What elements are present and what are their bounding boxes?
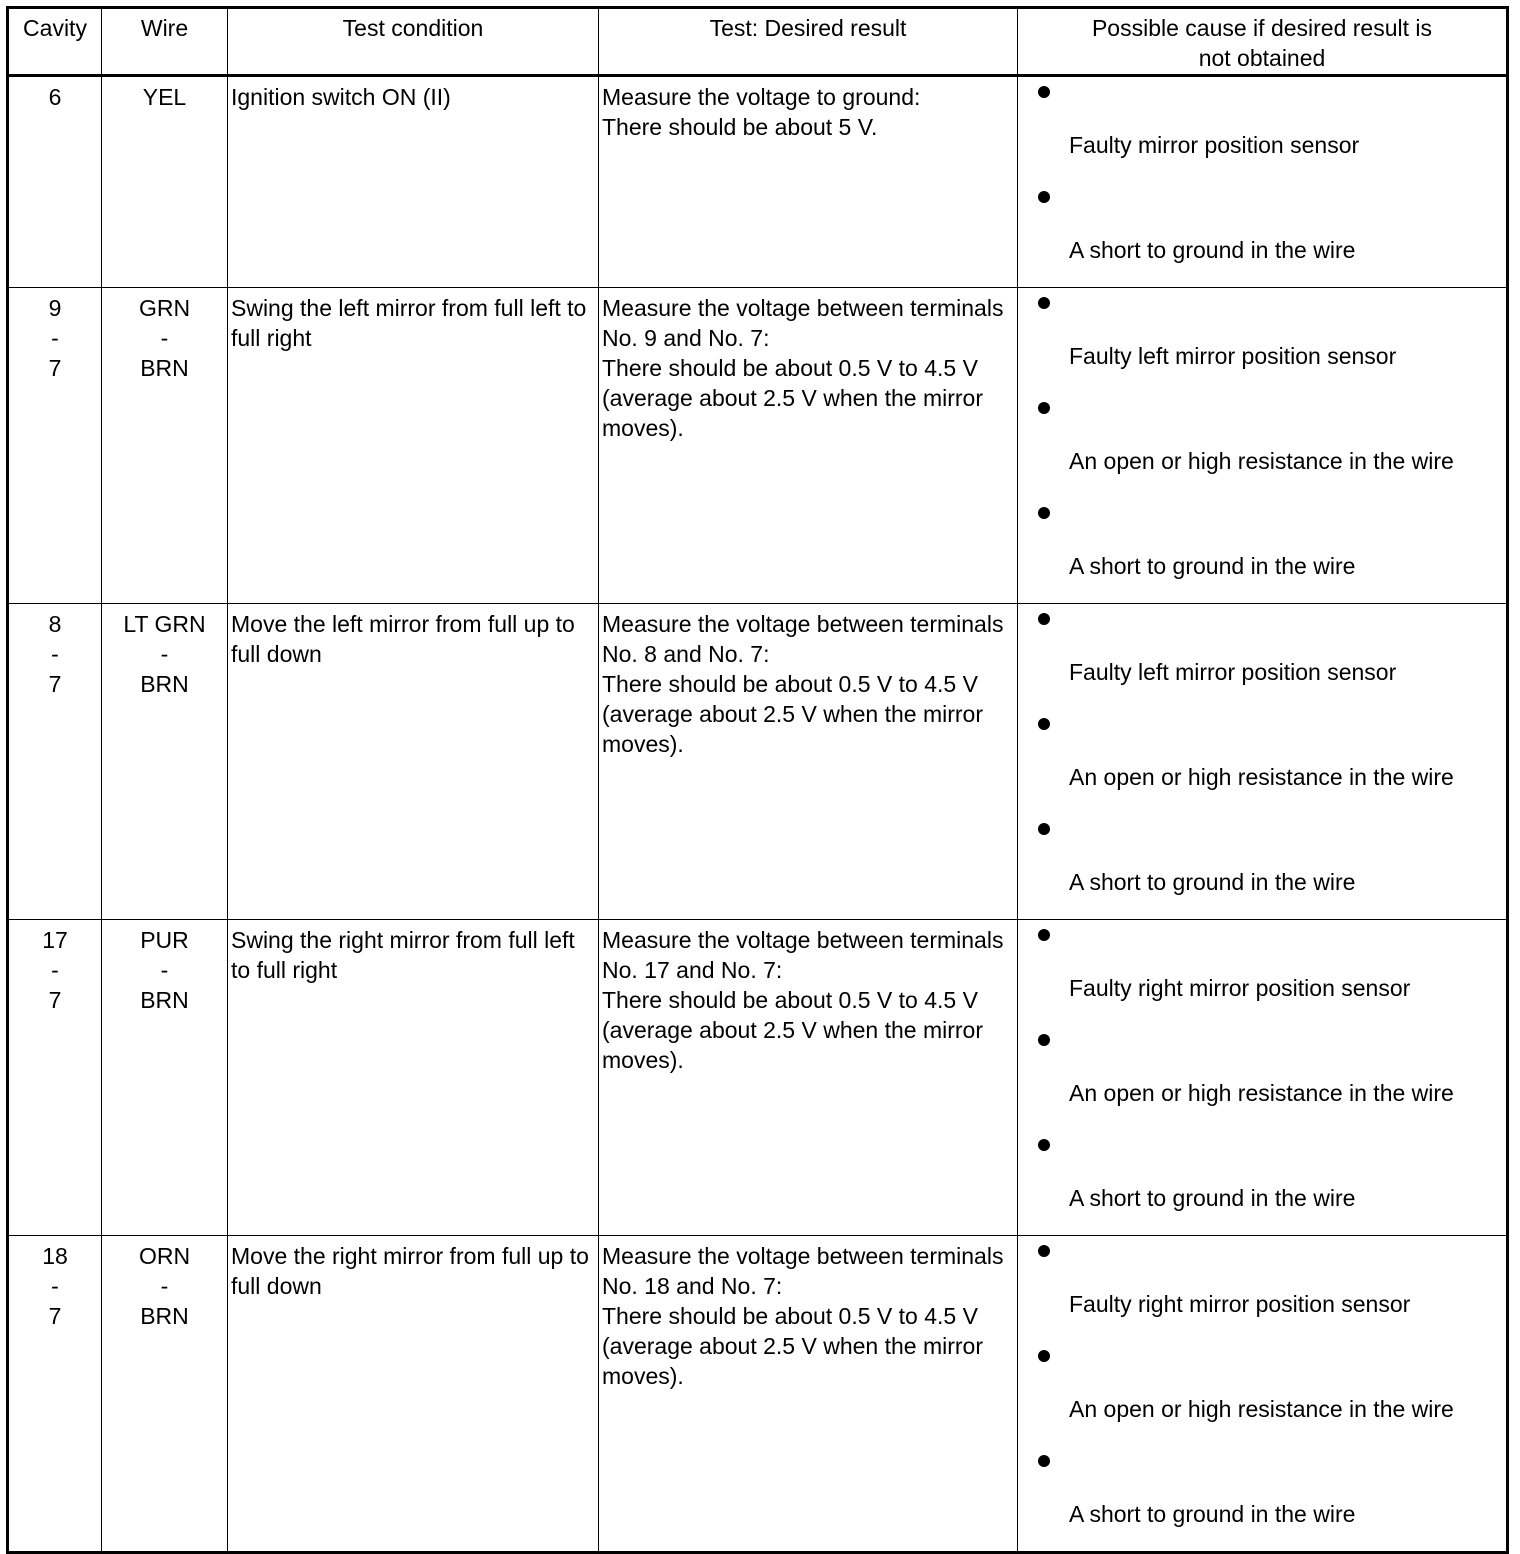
cause-item [1018,182,1503,287]
cause-text: Faulty left mirror position sensor [1069,343,1397,369]
bullet-icon [1038,1034,1050,1046]
cause-list [1018,1236,1503,1551]
bullet-icon [1038,1139,1050,1151]
wire-cell: YEL [102,76,228,288]
cause-list [1018,288,1503,603]
cavity-cell: 8 - 7 [8,604,102,920]
cause-list [1018,920,1503,1235]
cavity-cell: 17 - 7 [8,920,102,1236]
cause-item [1018,1446,1503,1551]
cause-text: Faulty right mirror position sensor [1069,975,1411,1001]
desired-result-cell: Measure the voltage to ground: There should be about 5 V. [599,76,1018,288]
desired-result-cell: Measure the voltage between terminals No. 9 and No. 7: There should be about 0.5 V to 4.5 V (average about 2.5 V when the mirror moves). [599,288,1018,604]
cavity-cell: 6 [8,76,102,288]
cause-list [1018,77,1503,287]
possible-cause-cell [1018,604,1508,920]
test-condition-cell: Move the right mirror from full up to full down [228,1236,599,1553]
cavity-cell: 18 - 7 [8,1236,102,1553]
cause-text: An open or high resistance in the wire [1069,764,1454,790]
test-condition-cell: Swing the left mirror from full left to full right [228,288,599,604]
cause-item [1018,814,1503,919]
cause-item [1018,1341,1503,1446]
cause-text: A short to ground in the wire [1069,869,1356,895]
table-row [8,76,1508,288]
bullet-icon [1038,613,1050,625]
wire-cell: LT GRN - BRN [102,604,228,920]
bullet-icon [1038,191,1050,203]
cavity-cell: 9 - 7 [8,288,102,604]
cause-text: Faulty left mirror position sensor [1069,659,1397,685]
header-row [8,8,1508,76]
wire-cell: GRN - BRN [102,288,228,604]
cause-text: An open or high resistance in the wire [1069,448,1454,474]
bullet-icon [1038,297,1050,309]
cause-item [1018,1130,1503,1235]
cause-item [1018,1025,1503,1130]
header-cavity: Cavity [8,8,102,76]
cause-text: Faulty right mirror position sensor [1069,1291,1411,1317]
cause-text: A short to ground in the wire [1069,553,1356,579]
cause-text: An open or high resistance in the wire [1069,1080,1454,1106]
bullet-icon [1038,507,1050,519]
bullet-icon [1038,929,1050,941]
cause-text: A short to ground in the wire [1069,1501,1356,1527]
bullet-icon [1038,402,1050,414]
cause-text: Faulty mirror position sensor [1069,132,1360,158]
bullet-icon [1038,1245,1050,1257]
header-wire: Wire [102,8,228,76]
test-condition-cell: Move the left mirror from full up to full down [228,604,599,920]
possible-cause-cell [1018,920,1508,1236]
possible-cause-cell [1018,1236,1508,1553]
table-row [8,920,1508,1236]
cause-text: A short to ground in the wire [1069,237,1356,263]
header-test-condition: Test condition [228,8,599,76]
table-row [8,604,1508,920]
cause-item [1018,393,1503,498]
desired-result-cell: Measure the voltage between terminals No. 8 and No. 7: There should be about 0.5 V to 4.5 V (average about 2.5 V when the mirror moves). [599,604,1018,920]
possible-cause-cell [1018,288,1508,604]
cause-item [1018,920,1503,1025]
possible-cause-cell [1018,76,1508,288]
cause-list [1018,604,1503,919]
diagnostic-table [6,6,1509,1554]
table-body [8,76,1508,1553]
desired-result-cell: Measure the voltage between terminals No. 18 and No. 7: There should be about 0.5 V to 4.5 V (average about 2.5 V when the mirror moves). [599,1236,1018,1553]
table-row [8,1236,1508,1553]
header-possible-cause: Possible cause if desired result is not obtained [1018,8,1508,76]
bullet-icon [1038,86,1050,98]
cause-item [1018,604,1503,709]
table-row [8,288,1508,604]
cause-item [1018,498,1503,603]
header-desired-result: Test: Desired result [599,8,1018,76]
bullet-icon [1038,1455,1050,1467]
cause-item [1018,288,1503,393]
bullet-icon [1038,718,1050,730]
test-condition-cell: Swing the right mirror from full left to full right [228,920,599,1236]
bullet-icon [1038,823,1050,835]
cause-item [1018,1236,1503,1341]
cause-item [1018,77,1503,182]
wire-cell: PUR - BRN [102,920,228,1236]
cause-item [1018,709,1503,814]
wire-cell: ORN - BRN [102,1236,228,1553]
bullet-icon [1038,1350,1050,1362]
cause-text: An open or high resistance in the wire [1069,1396,1454,1422]
cause-text: A short to ground in the wire [1069,1185,1356,1211]
test-condition-cell: Ignition switch ON (II) [228,76,599,288]
desired-result-cell: Measure the voltage between terminals No. 17 and No. 7: There should be about 0.5 V to 4.5 V (average about 2.5 V when the mirror moves). [599,920,1018,1236]
